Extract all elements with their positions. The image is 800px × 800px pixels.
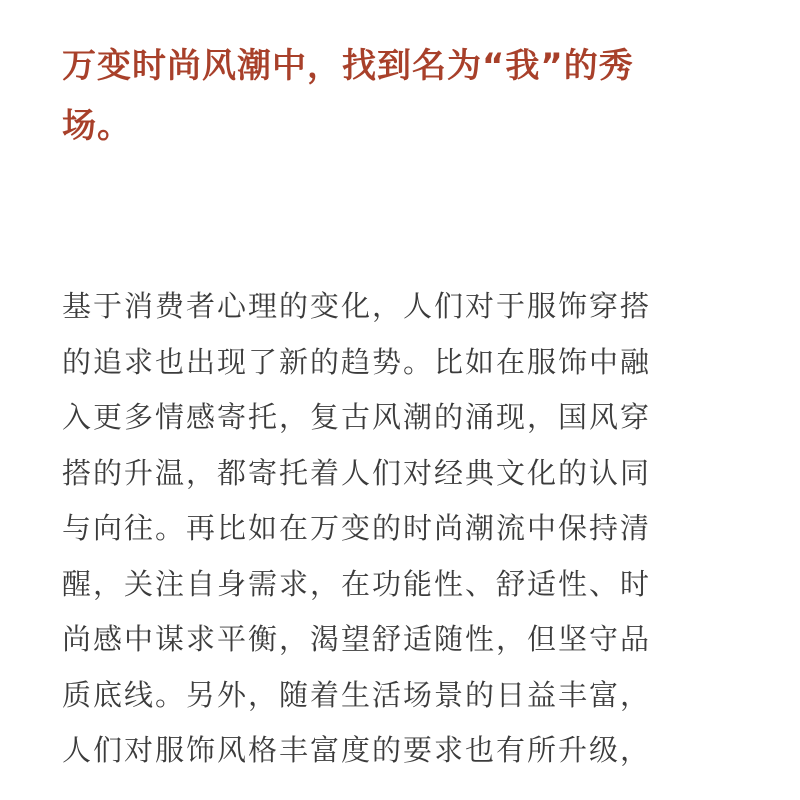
body-line: 醒，关注自身需求，在功能性、舒适性、时 xyxy=(62,566,652,601)
article-heading xyxy=(62,36,752,156)
body-line: 与向往。再比如在万变的时尚潮流中保持清 xyxy=(62,511,652,545)
body-line: 质底线。另外，随着生活场景的日益丰富， xyxy=(62,677,652,712)
body-line: 人们对服饰风格丰富度的要求也有所升级， xyxy=(62,733,652,767)
body-line: 尚感中谋求平衡，渴望舒适随性，但坚守品 xyxy=(62,622,652,656)
body-line: 入更多情感寄托，复古风潮的涌现，国风穿 xyxy=(62,400,652,434)
heading-line: 场。 xyxy=(62,106,132,146)
article-body xyxy=(62,279,762,779)
body-line: 搭的升温，都寄托着人们对经典文化的认同 xyxy=(62,455,652,490)
body-line: 的追求也出现了新的趋势。比如在服饰中融 xyxy=(62,344,652,379)
body-line: 基于消费者心理的变化，人们对于服饰穿搭 xyxy=(62,289,652,323)
heading-line: 万变时尚风潮中，找到名为“我”的秀 xyxy=(62,46,634,86)
